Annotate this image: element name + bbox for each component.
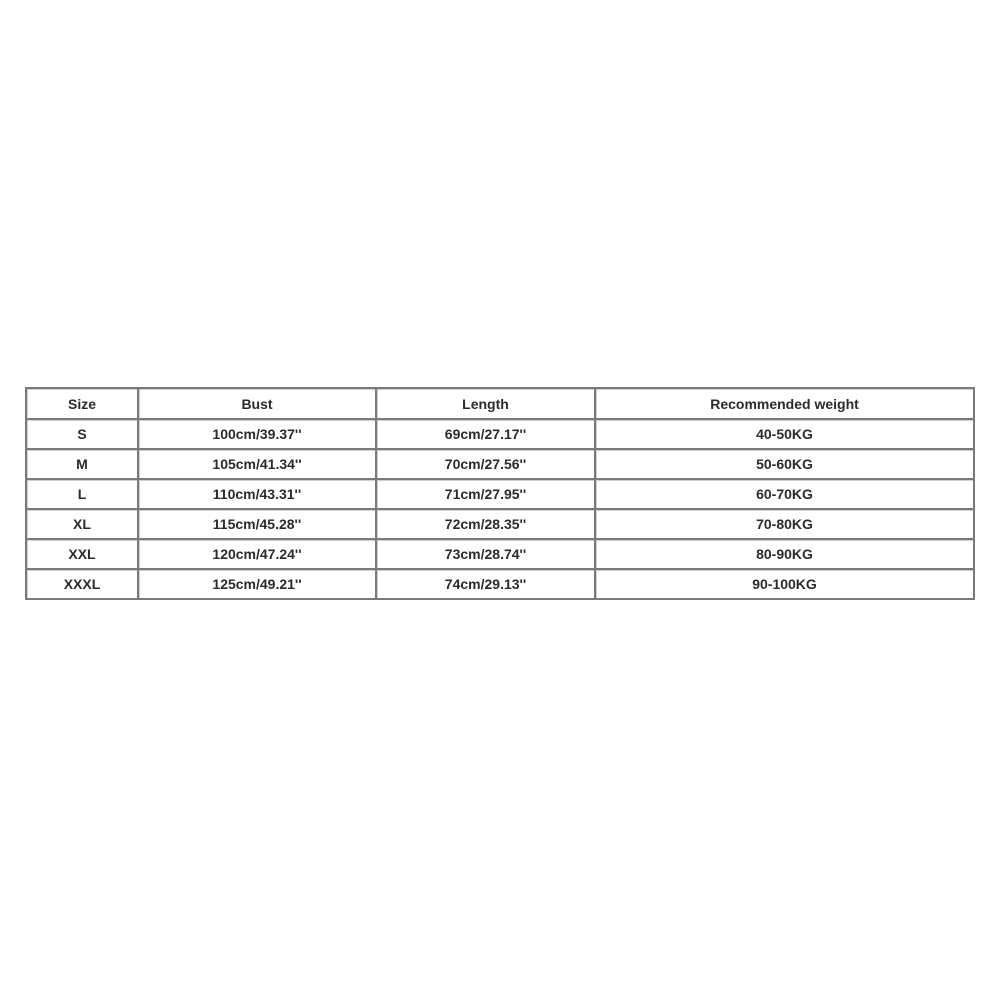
cell-size: XXXL bbox=[27, 570, 139, 598]
cell-length: 74cm/29.13'' bbox=[377, 570, 596, 598]
cell-weight: 90-100KG bbox=[596, 570, 973, 598]
cell-weight: 80-90KG bbox=[596, 540, 973, 570]
table-row bbox=[27, 420, 973, 450]
table-header-row bbox=[27, 389, 973, 420]
cell-length: 71cm/27.95'' bbox=[377, 480, 596, 510]
header-length: Length bbox=[377, 389, 596, 420]
table-row bbox=[27, 480, 973, 510]
size-chart-table bbox=[25, 387, 975, 600]
table-row bbox=[27, 450, 973, 480]
cell-weight: 50-60KG bbox=[596, 450, 973, 480]
cell-bust: 115cm/45.28'' bbox=[139, 510, 377, 540]
header-recommended-weight: Recommended weight bbox=[596, 389, 973, 420]
header-size: Size bbox=[27, 389, 139, 420]
cell-bust: 110cm/43.31'' bbox=[139, 480, 377, 510]
cell-weight: 70-80KG bbox=[596, 510, 973, 540]
cell-size: M bbox=[27, 450, 139, 480]
table-row bbox=[27, 570, 973, 598]
cell-length: 70cm/27.56'' bbox=[377, 450, 596, 480]
cell-size: L bbox=[27, 480, 139, 510]
cell-length: 72cm/28.35'' bbox=[377, 510, 596, 540]
cell-weight: 40-50KG bbox=[596, 420, 973, 450]
table-row bbox=[27, 510, 973, 540]
cell-weight: 60-70KG bbox=[596, 480, 973, 510]
cell-bust: 105cm/41.34'' bbox=[139, 450, 377, 480]
table-row bbox=[27, 540, 973, 570]
cell-bust: 120cm/47.24'' bbox=[139, 540, 377, 570]
cell-bust: 100cm/39.37'' bbox=[139, 420, 377, 450]
cell-size: S bbox=[27, 420, 139, 450]
cell-length: 73cm/28.74'' bbox=[377, 540, 596, 570]
cell-bust: 125cm/49.21'' bbox=[139, 570, 377, 598]
cell-size: XL bbox=[27, 510, 139, 540]
cell-size: XXL bbox=[27, 540, 139, 570]
header-bust: Bust bbox=[139, 389, 377, 420]
cell-length: 69cm/27.17'' bbox=[377, 420, 596, 450]
